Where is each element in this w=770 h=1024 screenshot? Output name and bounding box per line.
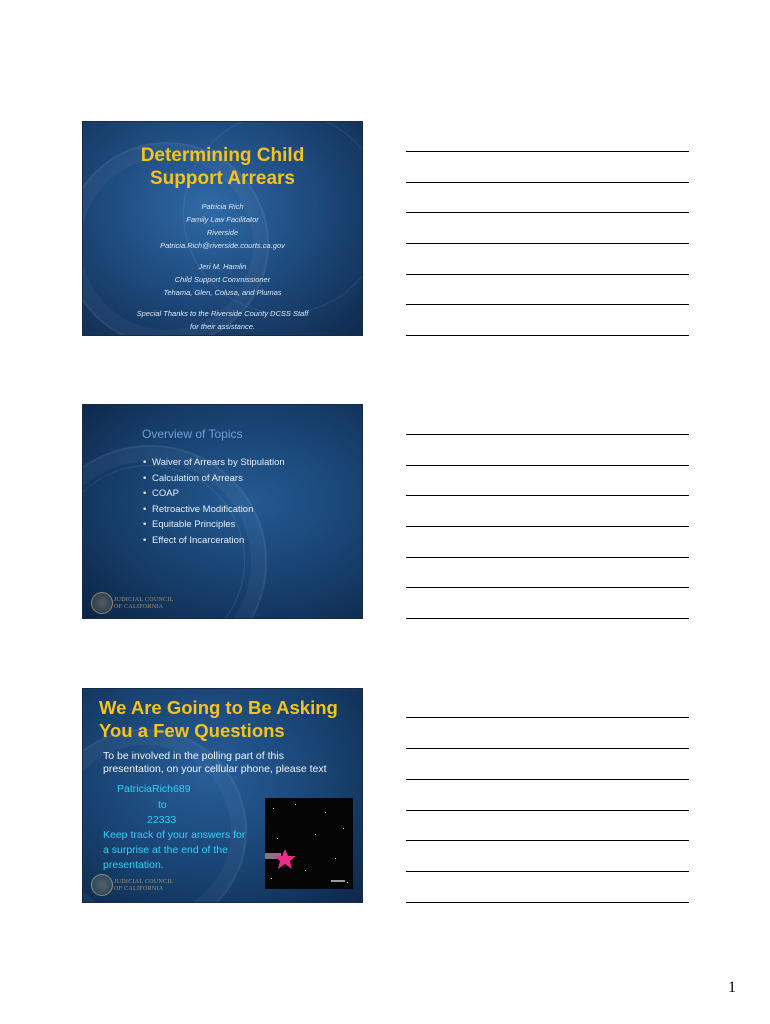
slide-1-thumbnail bbox=[82, 121, 363, 336]
topic-item: • COAP bbox=[143, 486, 285, 502]
note-line bbox=[406, 902, 689, 903]
note-line bbox=[406, 151, 689, 152]
logo-text-line-1: JUDICIAL COUNCIL bbox=[114, 879, 174, 885]
note-line bbox=[406, 465, 689, 466]
presenter1-email: Patricia.Rich@riverside.courts.ca.gov bbox=[160, 241, 285, 250]
note-line bbox=[406, 587, 689, 588]
note-line bbox=[406, 434, 689, 435]
keep-track-line-3: presentation. bbox=[103, 859, 164, 871]
logo-text-line-1: JUDICIAL COUNCIL bbox=[114, 597, 174, 603]
title-line-1: Determining Child bbox=[140, 145, 305, 166]
slide-1-title bbox=[83, 144, 362, 190]
topic-item: • Effect of Incarceration bbox=[143, 533, 285, 549]
note-line bbox=[406, 840, 689, 841]
keep-track-line-2: a surprise at the end of the bbox=[103, 844, 228, 856]
page-number: 1 bbox=[728, 979, 736, 996]
presenter2-role: Child Support Commissioner bbox=[174, 275, 271, 284]
slide-2-title: Overview of Topics bbox=[142, 427, 243, 441]
note-line bbox=[406, 212, 689, 213]
judicial-council-logo-icon bbox=[91, 874, 113, 896]
topic-item: • Equitable Principles bbox=[143, 517, 285, 533]
thanks-line-2: for their assistance. bbox=[189, 322, 256, 331]
note-line bbox=[406, 526, 689, 527]
title-line-2: You a Few Questions bbox=[99, 720, 285, 741]
slide-3-thumbnail bbox=[82, 688, 363, 903]
presenter2-counties: Tehama, Glen, Colusa, and Plumas bbox=[163, 288, 282, 297]
shooting-star-image bbox=[265, 798, 353, 889]
logo-text-line-2: OF CALIFORNIA bbox=[114, 886, 164, 892]
topic-item: • Retroactive Modification bbox=[143, 502, 285, 518]
note-line bbox=[406, 810, 689, 811]
presenter1-role: Family Law Facilitator bbox=[186, 215, 259, 224]
topics-list bbox=[143, 455, 285, 549]
body-line-2: presentation, on your cellular phone, please text bbox=[103, 762, 327, 775]
poll-number: 22333 bbox=[147, 814, 177, 826]
title-line-2: Support Arrears bbox=[150, 168, 295, 189]
note-line bbox=[406, 243, 689, 244]
note-line bbox=[406, 717, 689, 718]
note-line bbox=[406, 779, 689, 780]
note-line bbox=[406, 304, 689, 305]
slide-2-thumbnail bbox=[82, 404, 363, 619]
slide-3-title bbox=[99, 696, 356, 742]
note-line bbox=[406, 618, 689, 619]
presenter2-name: Jeri M. Hamlin bbox=[198, 262, 247, 271]
presenter1-location: Riverside bbox=[206, 228, 239, 237]
note-line bbox=[406, 274, 689, 275]
note-line bbox=[406, 557, 689, 558]
note-line bbox=[406, 748, 689, 749]
logo-text-line-2: OF CALIFORNIA bbox=[114, 604, 164, 610]
body-line-1: To be involved in the polling part of this bbox=[103, 750, 284, 762]
note-line bbox=[406, 335, 689, 336]
topic-item: • Calculation of Arrears bbox=[143, 471, 285, 487]
note-line bbox=[406, 871, 689, 872]
topic-item: • Waiver of Arrears by Stipulation bbox=[143, 455, 285, 471]
note-line bbox=[406, 495, 689, 496]
star-icon bbox=[265, 798, 353, 889]
title-line-1: We Are Going to Be Asking bbox=[99, 697, 338, 718]
note-line bbox=[406, 182, 689, 183]
judicial-council-logo-icon bbox=[91, 592, 113, 614]
keep-track-line-1: Keep track of your answers for bbox=[103, 829, 246, 841]
thanks-line-1: Special Thanks to the Riverside County DCSS Staff bbox=[136, 309, 309, 318]
judicial-council-logo-text bbox=[114, 879, 174, 893]
polling-instructions bbox=[103, 750, 343, 775]
poll-to: to bbox=[158, 799, 167, 811]
presenter1-name: Patricia Rich bbox=[201, 202, 244, 211]
poll-code: PatriciaRich689 bbox=[117, 783, 191, 795]
judicial-council-logo-text bbox=[114, 597, 174, 611]
